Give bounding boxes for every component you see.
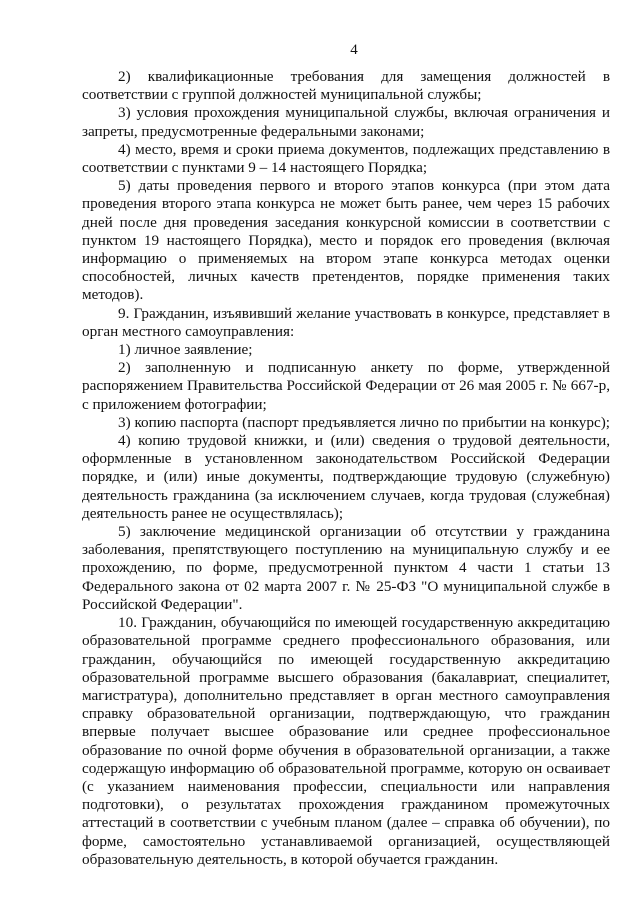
paragraph-item-2: 2) квалификационные требования для замещения должностей в соответствии с группой должностей муниципальной службы;: [82, 68, 610, 104]
paragraph-item-5: 5) даты проведения первого и второго этапов конкурса (при этом дата проведения второго этапа конкурса не может быть ранее, чем через 15 рабочих дней после дня проведения заседания конкурсной комиссии в соответствии с пунктом 19 настоящего Порядка), место и порядок его проведения (включая информацию о применяемых на втором этапе конкурса методах оценки способностей, личных качеств претендентов, порядке применения таких методов).: [82, 177, 610, 304]
paragraph-item-3: 3) условия прохождения муниципальной службы, включая ограничения и запреты, предусмотренные федеральными законами;: [82, 104, 610, 140]
paragraph-section-9-item-3: 3) копию паспорта (паспорт предъявляется лично по прибытии на конкурс);: [118, 413, 611, 431]
page-number: 4: [350, 42, 358, 58]
paragraph-section-9-item-1: 1) личное заявление;: [118, 341, 253, 359]
paragraph-item-4: 4) место, время и сроки приема документов, подлежащих представлению в соответствии с пунктами 9 – 14 настоящего Порядка;: [82, 140, 610, 177]
paragraph-section-9-item-4: 4) копию трудовой книжки, и (или) сведения о трудовой деятельности, оформленные в установленном законодательством Российской Федерации порядке, и (или) иные документы, подтверждающие трудовую (служебную) деятельность гражданина (за исключением случаев, когда трудовая (служебная) деятельность ранее не осуществлялась);: [82, 432, 610, 522]
paragraph-section-10: 10. Гражданин, обучающийся по имеющей государственную аккредитацию образовательной программе среднего профессионального образования, или гражданин, обучающийся по имеющей государственную аккредитацию образовательной программе высшего образования (бакалавриат, специалитет, магистратура), дополнительно представляет в орган местного самоуправления справку образовательной организации, подтверждающую, что гражданин впервые получает высшее образование или среднее профессиональное образование по очной форме обучения в образовательной организации, а также содержащую информацию об образовательной программе, которую он осваивает (с указанием наименования профессии, специальности или направления подготовки), о результатах прохождения гражданином промежуточных аттестаций в соответствии с учебным планом (далее – справка об обучении), по форме, самостоятельно устанавливаемой организацией, осуществляющей образовательную деятельность, в которой обучается гражданин.: [82, 614, 610, 868]
document-page: [82, 40, 610, 869]
paragraph-section-9: 9. Гражданин, изъявивший желание участвовать в конкурсе, представляет в орган местного самоуправления:: [82, 304, 610, 340]
paragraph-section-9-item-5: 5) заключение медицинской организации об отсутствии у гражданина заболевания, препятствующего поступлению на муниципальную службу и ее прохождению, по форме, предусмотренной пунктом 4 части 1 статьи 13 Федерального закона от 02 марта 2007 г. № 25-ФЗ "О муниципальной службе в Российской Федерации".: [82, 523, 610, 613]
paragraph-section-9-item-2: 2) заполненную и подписанную анкету по форме, утвержденной распоряжением Правительства Российской Федерации от 26 мая 2005 г. № 667-р, с приложением фотографии;: [82, 359, 610, 413]
